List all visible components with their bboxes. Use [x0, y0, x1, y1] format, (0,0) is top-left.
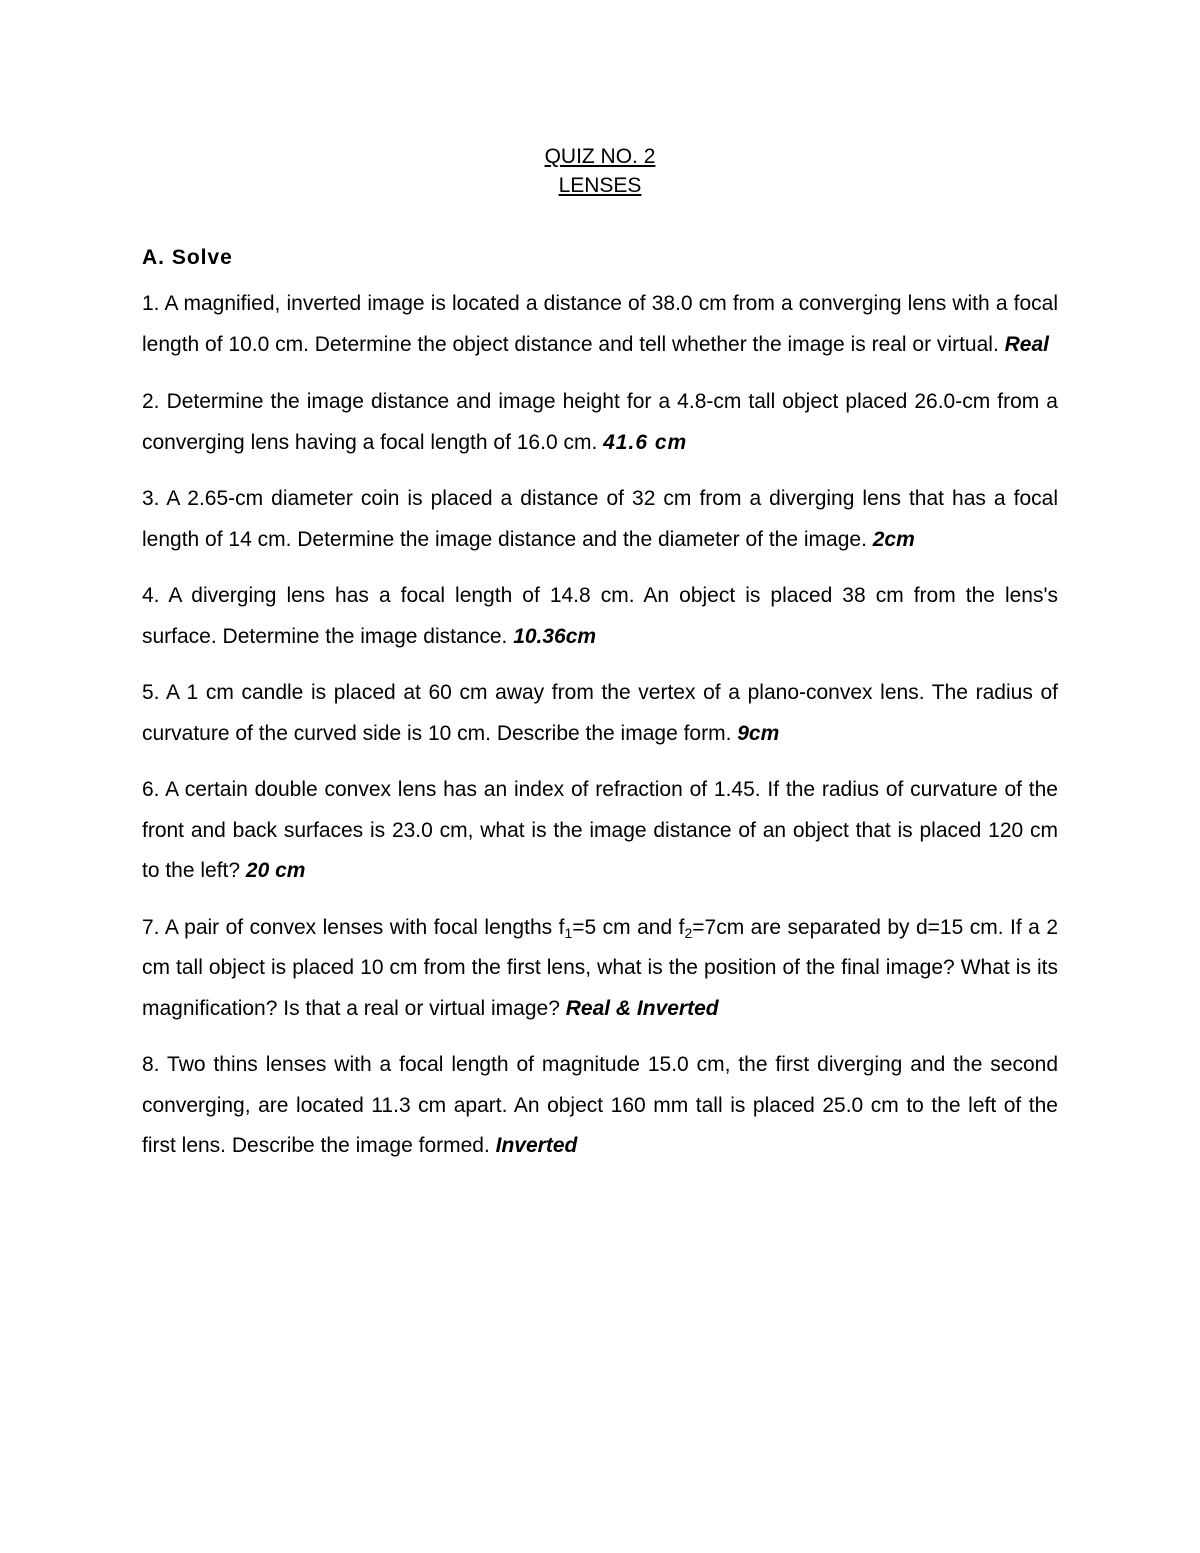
subscript: 1	[564, 924, 573, 941]
answer-text: 10.36cm	[513, 624, 597, 648]
answer-text: 20 cm	[245, 859, 306, 882]
answer-text: 41.6 cm	[603, 430, 688, 454]
answer-text: Real	[1004, 332, 1049, 356]
answer-text: Real & Inverted	[565, 996, 719, 1020]
question-text-part: 7. A pair of convex lenses with focal lengths f	[142, 915, 565, 939]
question-text-part: =7cm are separated by d=15 cm. If a 2 cm tall object is placed 10 cm from the first lens, what is the position of the final image? What is its magnification? Is that a real or virtual image?	[142, 915, 1059, 1020]
question-4	[142, 576, 1058, 657]
answer-text: 2cm	[872, 527, 915, 551]
question-text: 1. A magnified, inverted image is located a distance of 38.0 cm from a converging lens with a focal length of 10.0 cm. Determine the object distance and tell whether the image is real or virtual.	[142, 292, 1058, 356]
question-text: 6. A certain double convex lens has an index of refraction of 1.45. If the radius of curvature of the front and back surfaces is 23.0 cm, what is the image distance of an object that is placed 120 cm to the left?	[142, 778, 1058, 882]
page-title	[0, 142, 1200, 200]
question-7	[142, 908, 1058, 1030]
title-line-quiz: QUIZ NO. 2	[544, 145, 656, 168]
question-3	[142, 479, 1058, 560]
title-line-topic: LENSES	[558, 174, 642, 197]
question-1	[142, 284, 1058, 365]
question-text: 5. A 1 cm candle is placed at 60 cm away from the vertex of a plano-convex lens. The radius of curvature of the curved side is 10 cm. Describe the image form.	[142, 681, 1058, 745]
question-text: 4. A diverging lens has a focal length of 14.8 cm. An object is placed 38 cm from the lens's surface. Determine the image distance.	[142, 584, 1058, 648]
section-heading: A. Solve	[142, 246, 233, 269]
question-text-part: =5 cm and f	[572, 915, 685, 939]
question-text: 8. Two thins lenses with a focal length of magnitude 15.0 cm, the first diverging and the second converging, are located 11.3 cm apart. An object 160 mm tall is placed 25.0 cm to the left of the first lens. Describe the image formed.	[142, 1053, 1058, 1157]
answer-text: 9cm	[737, 721, 780, 745]
question-5	[142, 673, 1058, 754]
question-6	[142, 770, 1058, 892]
question-text: 3. A 2.65-cm diameter coin is placed a distance of 32 cm from a diverging lens that has a focal length of 14 cm. Determine the image distance and the diameter of the image.	[142, 487, 1058, 551]
question-2	[142, 382, 1058, 463]
question-list	[142, 284, 1058, 1183]
question-8	[142, 1045, 1058, 1167]
answer-text: Inverted	[495, 1134, 578, 1157]
subscript: 2	[684, 924, 693, 941]
question-text: 2. Determine the image distance and image height for a 4.8-cm tall object placed 26.0-cm from a converging lens having a focal length of 16.0 cm.	[142, 390, 1058, 454]
